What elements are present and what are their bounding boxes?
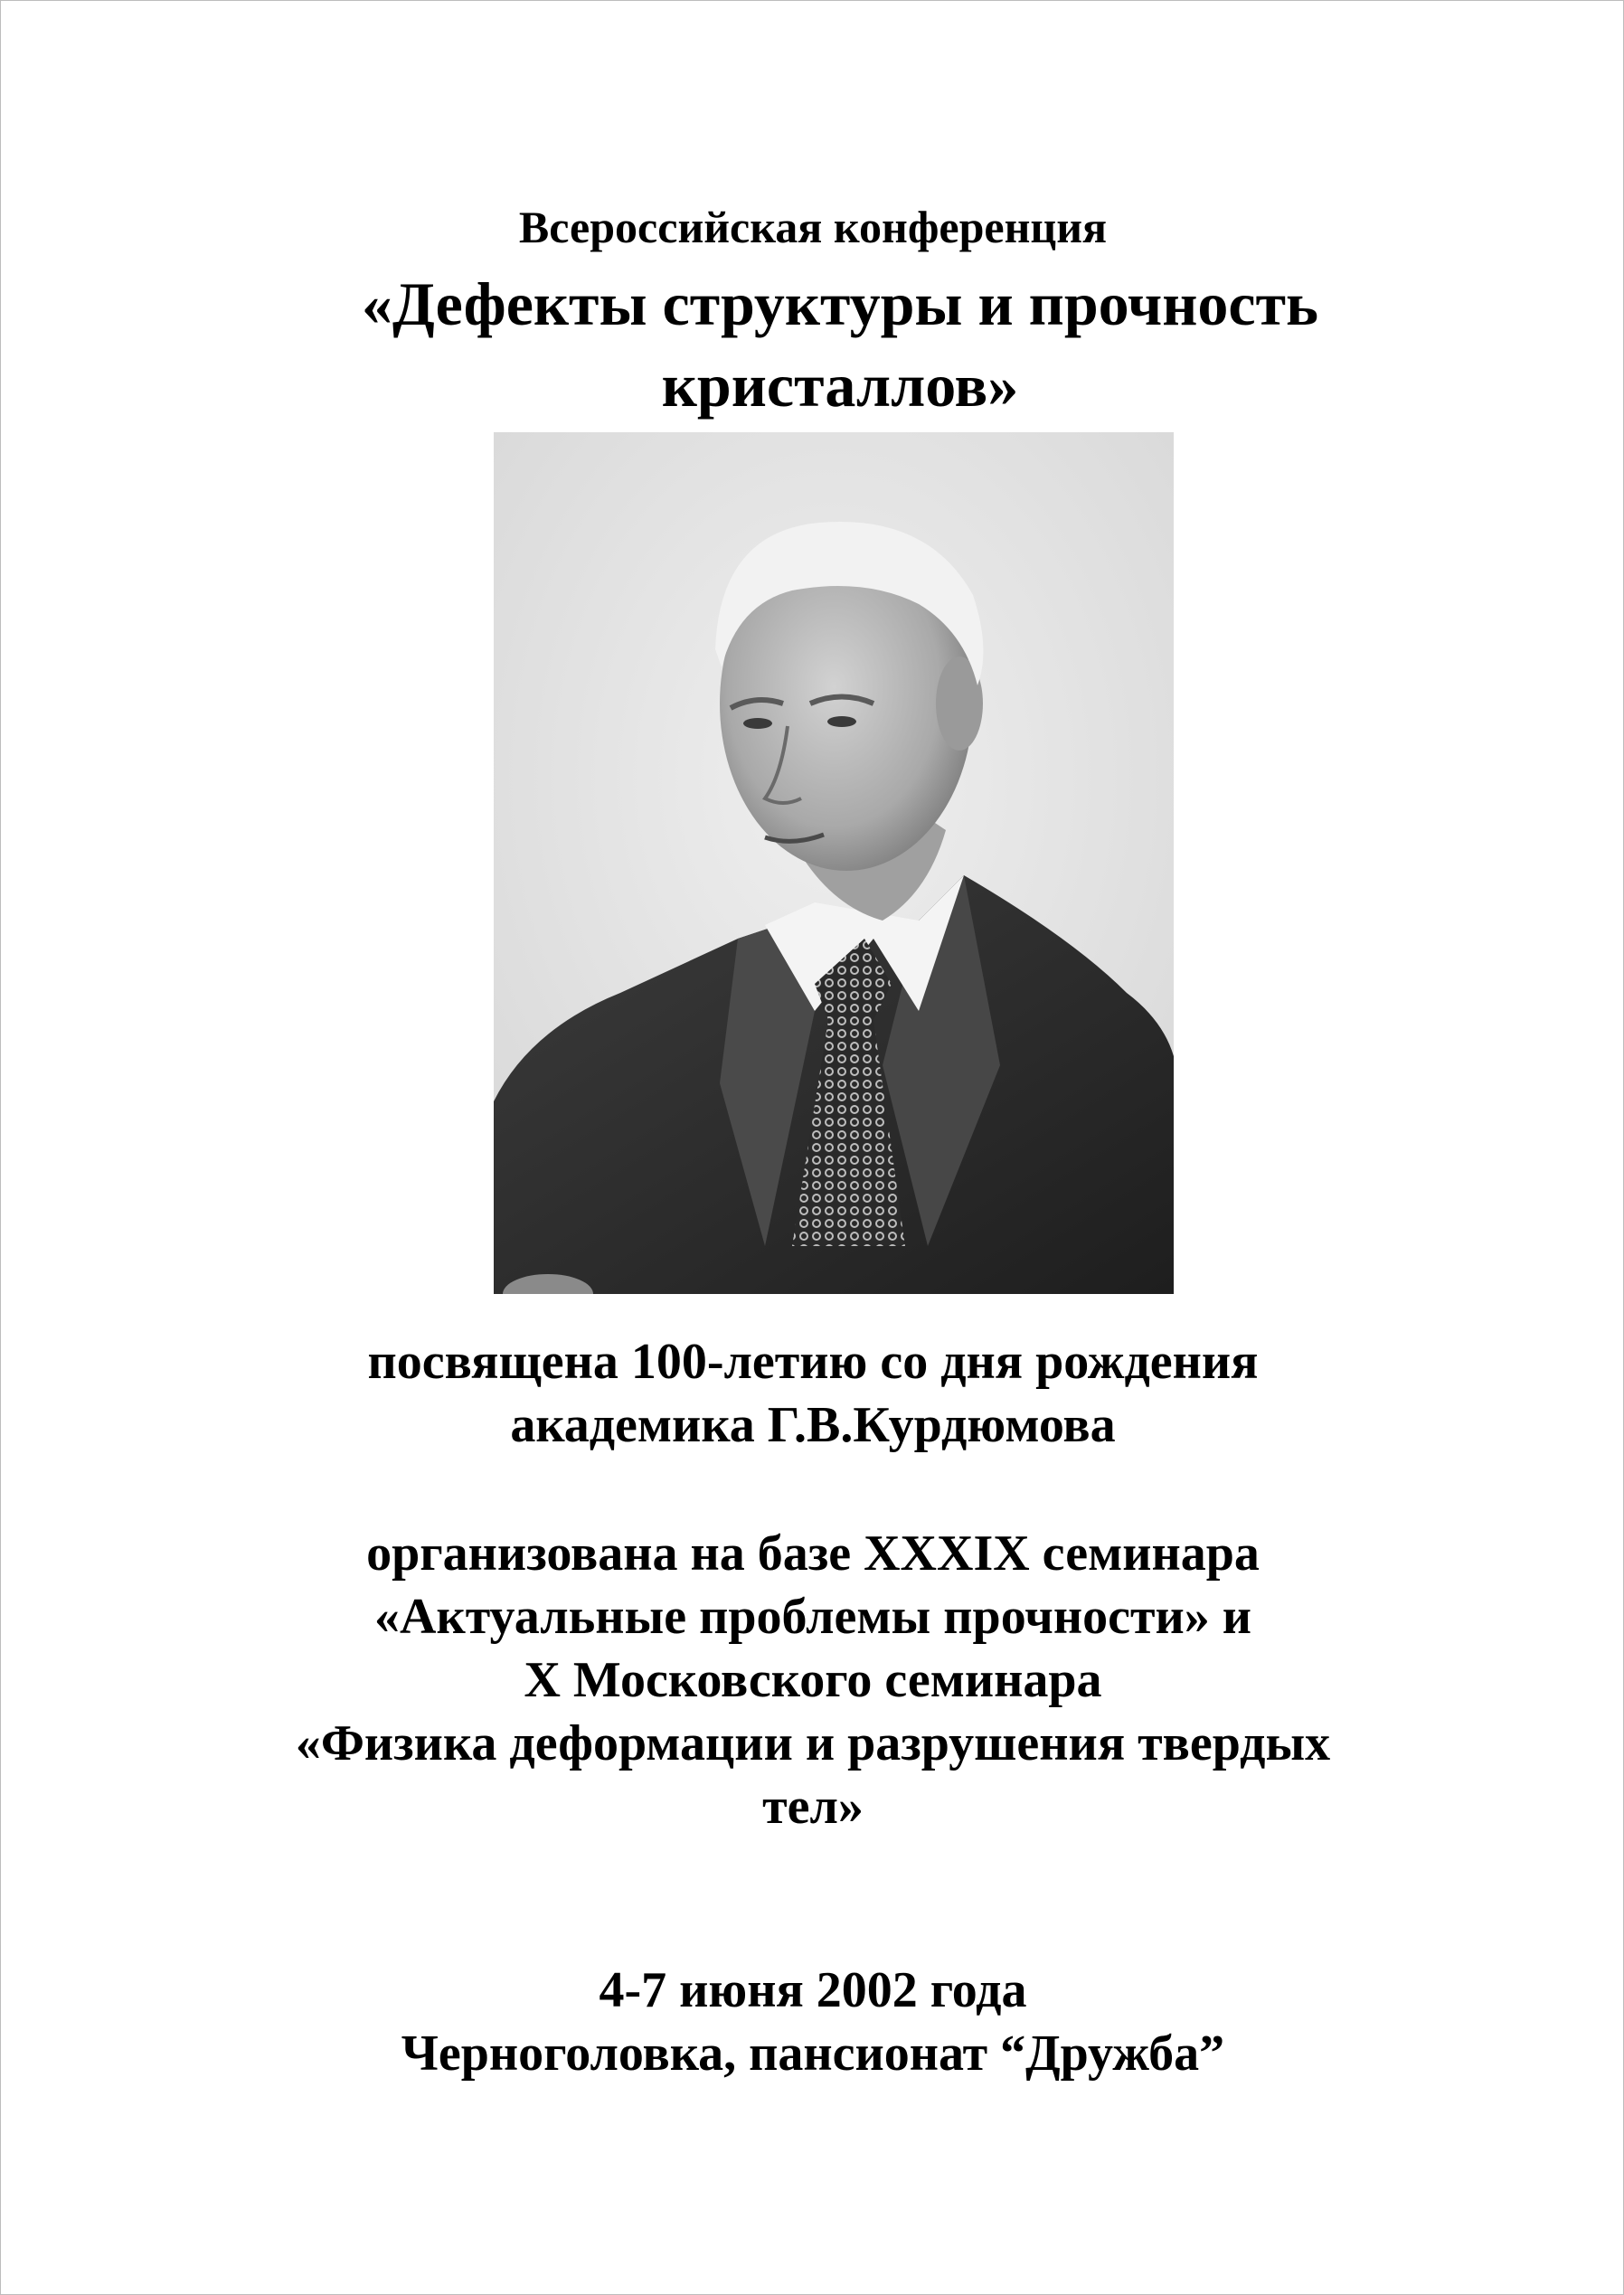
organization-block [1,1522,1624,1838]
organization-line: «Актуальные проблемы прочности» и [374,1589,1251,1645]
dedication-line: академика Г.В.Курдюмова [510,1397,1116,1453]
organization-line: тел» [762,1779,864,1835]
event-venue: Черноголовка, пансионат “Дружба” [401,2026,1225,2082]
conference-title-line-1: «Дефекты структуры и прочность [362,269,1318,338]
conference-label: Всероссийская конференция [518,202,1108,252]
event-dates: 4-7 июня 2002 года [599,1962,1027,2018]
event-info-block [1,1959,1624,2085]
organization-line: организована на базе XXXIX семинара [366,1525,1260,1582]
dedication-block [1,1330,1624,1457]
organization-line: X Московского семинара [524,1652,1102,1708]
organization-line: «Физика деформации и разрушения твердых [295,1715,1331,1771]
conference-title-line-2: кристаллов» [661,351,1019,420]
portrait-photo [494,432,1174,1294]
dedication-line: посвящена 100-летию со дня рождения [367,1334,1259,1390]
